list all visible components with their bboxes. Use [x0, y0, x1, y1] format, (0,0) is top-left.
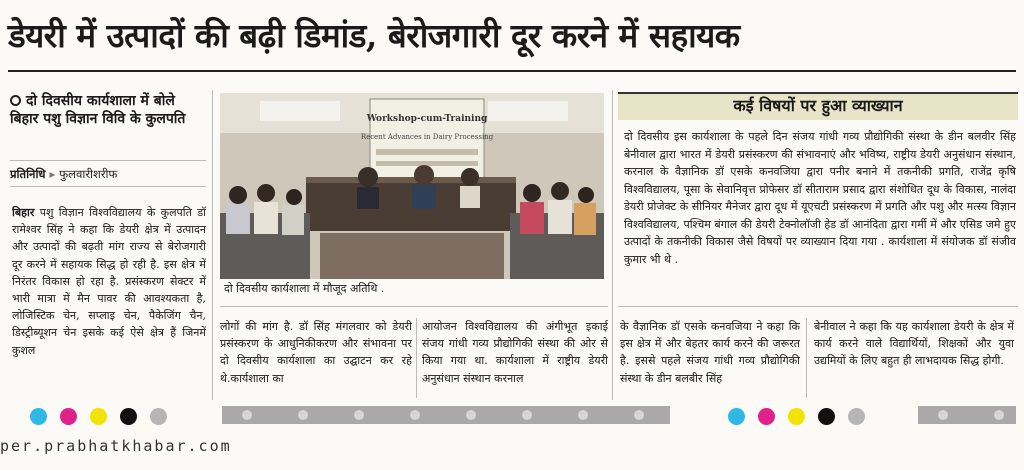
strip-tick-mark [354, 410, 364, 420]
article-column-1 [12, 204, 206, 400]
grey-swatch [150, 408, 167, 425]
strip-tick-mark [938, 410, 948, 420]
article-column-4: के वैज्ञानिक डॉ एसके कनवजिया ने कहा कि इस क्षेत्र में और बेहतर कार्य करने की जरूरत है. इससे पहले संजय गांधी गव्य प्रौद्योगिकी संस्था के डीन बलबीर सिंह [620, 320, 800, 385]
column-divider [806, 318, 807, 398]
yellow-swatch [90, 408, 107, 425]
strip-tick-mark [994, 410, 1004, 420]
column-divider [612, 90, 613, 400]
headline-rule [8, 70, 1016, 72]
caption-rule [220, 306, 608, 307]
article-column-1-text: पशु विज्ञान विश्वविद्यालय के कुलपति डॉ रामेश्वर सिंह ने कहा कि डेयरी क्षेत्र में उत्पादन और उत्पादों की बढ़ती मांग राज्य से बेरोजगारी दूर करने में सहायक सिद्ध हो रही है. इस क्षेत्र में निरंतर विकास हो रहा है. प्रसंस्करण सेक्टर में भारी मात्रा में मैन पावर की आवश्यकता है, लोजिस्टिक चेन, सप्लाइ चेन, पैकेजिंग चैन, डिस्ट्रीब्यूशन चेन इसके कई ऐसे क्षेत्र हैं जिनमें कुशल [12, 206, 206, 357]
strip-tick-mark [242, 410, 252, 420]
byline-place: फुलवारीशरीफ [59, 167, 118, 181]
column-divider [212, 90, 213, 400]
byline-rule-top [10, 160, 206, 161]
magenta-swatch [758, 408, 775, 425]
print-strip-right [918, 406, 1016, 424]
workshop-photo [220, 93, 604, 279]
byline-rule-bottom [10, 186, 206, 187]
banner-line-2: Recent Advances in Dairy Processing [360, 133, 494, 141]
cyan-swatch [728, 408, 745, 425]
strip-tick-mark [634, 410, 644, 420]
registration-marks-right [728, 402, 865, 430]
strip-tick-mark [466, 410, 476, 420]
print-strip-left [222, 406, 670, 424]
sidebar-text: दो दिवसीय इस कार्यशाला के पहले दिन संजय गांधी गव्य प्रौद्योगिकी संस्था के डीन बलवीर सिंह बेनीवाल द्वारा भारत में डेयरी प्रसंस्करण की संभावनाएं और भविष्य, राष्ट्रीय डेयरी अनुसंधान संस्थान, करनाल के वैज्ञानिक डॉ एसके कनवजिया द्वारा पनीर बनाने में तकनीकी प्रगति, राजेंद्र कृषि विश्वविद्यालय, पूसा के सेवानिवृत्त प्रोफेसर डॉ सीताराम प्रसाद द्वारा संशोधित दूध के विकास, नालंदा डेयरी प्रोजेक्ट के सीनियर मैनेजर द्वारा दूध में यूएचटी प्रसंस्करण में प्रगति और पशु और मत्स्य विज्ञान विश्वविद्यालय, पश्चिम बंगाल की डेयरी टेक्नोलॉजी हेड डॉ आनंदिता द्वारा गर्मी में और एसिड जमे हुए उत्पादों के तकनीकी विकास जैसे विषयों पर व्याख्यान दिया गया . कार्यशाला में संयोजक डॉ संजीव कुमार भी थे . [624, 130, 1016, 266]
black-swatch [120, 408, 137, 425]
grey-swatch [848, 408, 865, 425]
sidebar-heading: कई विषयों पर हुआ व्याख्यान [618, 92, 1018, 120]
banner-line-1: Workshop-cum-Training [366, 114, 488, 124]
headline: डेयरी में उत्पादों की बढ़ी डिमांड, बेरोजगारी दूर करने में सहायक [8, 16, 740, 55]
cyan-swatch [30, 408, 47, 425]
registration-marks-left [30, 402, 167, 430]
article-column-5: बेनीवाल ने कहा कि यह कार्यशाला डेयरी के क्षेत्र में कार्य करने वाले विद्यार्थियों, शिक्षकों और युवा उद्यमियों के लिए बहुत ही लाभदायक सिद्ध होगी. [814, 320, 1014, 368]
article-column-2: लोगों की मांग है. डॉ सिंह मंगलवार को डेयरी प्रसंस्करण के आधुनिकीकरण और संभावना पर दो दिवसीय कार्यशाला का उद्घाटन कर रहे थे.कार्यशाला का [220, 320, 412, 385]
strip-tick-mark [578, 410, 588, 420]
footer-url: per.prabhatkhabar.com [0, 437, 232, 455]
photo-caption: दो दिवसीय कार्यशाला में मौजूद अतिथि . [224, 282, 385, 295]
strip-tick-mark [410, 410, 420, 420]
subheadline [10, 92, 206, 128]
magenta-swatch [60, 408, 77, 425]
bullet-circle-icon [10, 95, 21, 106]
article-lead-word: बिहार [12, 206, 35, 219]
byline [10, 167, 206, 181]
strip-tick-mark [298, 410, 308, 420]
yellow-swatch [788, 408, 805, 425]
black-swatch [818, 408, 835, 425]
workshop-photo-illustration [220, 93, 604, 279]
article-column-3: आयोजन विश्वविद्यालय की अंगीभूत इकाई संजय गांधी गव्य प्रौद्योगिकी संस्था की ओर से किया गया था. कार्यशाला में राष्ट्रीय डेयरी अनुसंधान संस्थान करनाल [422, 320, 608, 385]
subheadline-text: दो दिवसीय कार्यशाला में बोले बिहार पशु विज्ञान विवि के कुलपति [10, 93, 186, 127]
byline-reporter: प्रतिनिधि [10, 167, 46, 181]
column-divider [416, 318, 417, 398]
triangle-right-icon: ▸ [49, 167, 56, 181]
strip-tick-mark [522, 410, 532, 420]
sidebar-rule [618, 306, 1018, 307]
